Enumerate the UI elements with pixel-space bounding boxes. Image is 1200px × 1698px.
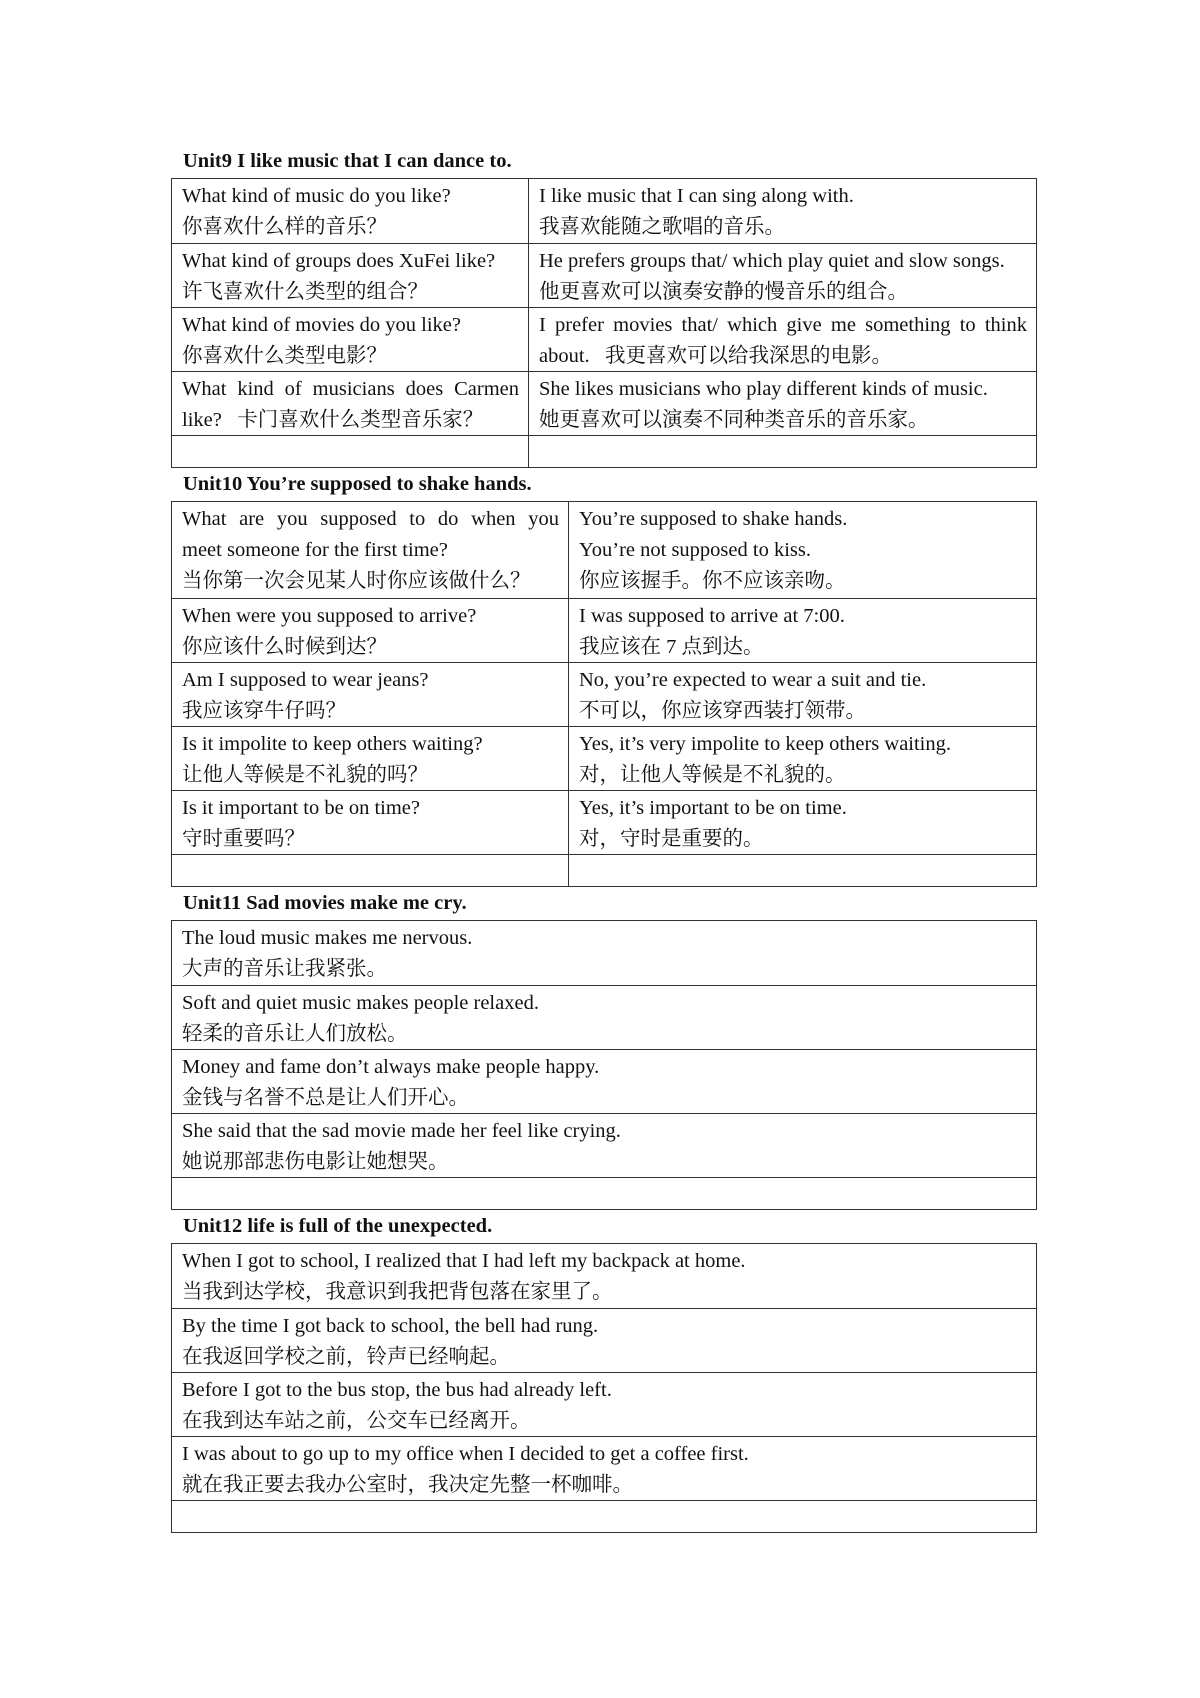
answer-cell bbox=[569, 791, 1036, 854]
document-content bbox=[171, 145, 1037, 1533]
empty-row bbox=[172, 1177, 1036, 1209]
question-cell bbox=[172, 502, 569, 598]
translation-line: 对，守时是重要的。 bbox=[579, 828, 764, 850]
sentence-line: The loud music makes me nervous. bbox=[182, 927, 473, 949]
table-row bbox=[172, 921, 1036, 985]
empty-cell bbox=[569, 855, 1036, 886]
unit-title: Unit9 I like music that I can dance to. bbox=[183, 150, 512, 172]
question-cell bbox=[172, 599, 569, 662]
table-row bbox=[172, 179, 1036, 243]
question-cell bbox=[172, 727, 569, 790]
sentence-line: No, you’re expected to wear a suit and tie. bbox=[579, 669, 927, 691]
table-row bbox=[172, 985, 1036, 1049]
sentence-line: I was supposed to arrive at 7:00. bbox=[579, 605, 845, 627]
answer-cell bbox=[569, 663, 1036, 726]
translation-line: 她更喜欢可以演奏不同种类音乐的音乐家。 bbox=[539, 409, 929, 431]
sentence-line: When I got to school, I realized that I had left my backpack at home. bbox=[182, 1250, 746, 1272]
sentence-line: What kind of musicians does Carmen bbox=[182, 378, 519, 400]
translation-line: 我应该在 7 点到达。 bbox=[579, 636, 764, 658]
empty-cell bbox=[172, 855, 569, 886]
sentence-cell bbox=[172, 986, 1036, 1049]
answer-cell bbox=[529, 244, 1036, 307]
sentence-line: I like music that I can sing along with. bbox=[539, 185, 854, 207]
translation-line: 不可以，你应该穿西装打领带。 bbox=[579, 700, 866, 722]
sentence-line: She said that the sad movie made her feel like crying. bbox=[182, 1120, 621, 1142]
table-row bbox=[172, 726, 1036, 790]
sentence-line: By the time I got back to school, the bell had rung. bbox=[182, 1315, 599, 1337]
sentence-cell bbox=[172, 921, 1036, 985]
question-cell bbox=[172, 791, 569, 854]
question-cell bbox=[172, 663, 569, 726]
sentence-cell bbox=[172, 1309, 1036, 1372]
empty-row bbox=[172, 854, 1036, 886]
sentence-cell bbox=[172, 1050, 1036, 1113]
question-cell bbox=[172, 372, 529, 435]
translation-line: 轻柔的音乐让人们放松。 bbox=[182, 1023, 408, 1045]
sentence-line: Soft and quiet music makes people relaxed. bbox=[182, 992, 539, 1014]
sentence-line: What kind of groups does XuFei like? bbox=[182, 250, 496, 272]
translation-line: 金钱与名誉不总是让人们开心。 bbox=[182, 1087, 469, 1109]
sentence-line: You’re not supposed to kiss. bbox=[579, 539, 811, 561]
question-cell bbox=[172, 308, 529, 371]
sentence-line: Yes, it’s important to be on time. bbox=[579, 797, 847, 819]
translation-line: 你喜欢什么样的音乐？ bbox=[182, 216, 387, 238]
sentence-line: meet someone for the first time? bbox=[182, 539, 448, 561]
translation-line: 你喜欢什么类型电影？ bbox=[182, 345, 387, 367]
empty-cell bbox=[172, 436, 529, 467]
translation-line: 许飞喜欢什么类型的组合？ bbox=[182, 281, 428, 303]
translation-line: 大声的音乐让我紧张。 bbox=[182, 958, 387, 980]
table-row bbox=[172, 307, 1036, 371]
table-row bbox=[172, 502, 1036, 598]
sentence-line: When were you supposed to arrive? bbox=[182, 605, 477, 627]
sentence-line: I prefer movies that/ which give me something to think bbox=[539, 314, 1027, 336]
translation-line: 在我返回学校之前，铃声已经响起。 bbox=[182, 1346, 510, 1368]
sentence-line: Yes, it’s very impolite to keep others waiting. bbox=[579, 733, 952, 755]
table-row bbox=[172, 1113, 1036, 1177]
table-row bbox=[172, 598, 1036, 662]
question-cell bbox=[172, 179, 529, 243]
table-row bbox=[172, 371, 1036, 435]
translation-line: 我应该穿牛仔吗？ bbox=[182, 700, 346, 722]
empty-row bbox=[172, 435, 1036, 467]
unit10-table bbox=[171, 501, 1037, 887]
table-row bbox=[172, 243, 1036, 307]
unit-title: Unit12 life is full of the unexpected. bbox=[183, 1215, 493, 1237]
translation-line: 你应该什么时候到达？ bbox=[182, 636, 387, 658]
sentence-line: Before I got to the bus stop, the bus had already left. bbox=[182, 1379, 612, 1401]
answer-cell bbox=[569, 727, 1036, 790]
sentence-line: What kind of movies do you like? bbox=[182, 314, 461, 336]
empty-row bbox=[172, 1500, 1036, 1532]
sentence-line: like? 卡门喜欢什么类型音乐家？ bbox=[182, 409, 484, 431]
sentence-line: Am I supposed to wear jeans? bbox=[182, 669, 429, 691]
table-row bbox=[172, 1244, 1036, 1308]
table-row bbox=[172, 662, 1036, 726]
unit9-table bbox=[171, 178, 1037, 468]
unit-title: Unit11 Sad movies make me cry. bbox=[183, 892, 467, 914]
table-row bbox=[172, 1049, 1036, 1113]
sentence-cell bbox=[172, 1114, 1036, 1177]
unit-title: Unit10 You’re supposed to shake hands. bbox=[183, 473, 532, 495]
translation-line: 让他人等候是不礼貌的吗？ bbox=[182, 764, 428, 786]
sentence-line: Is it impolite to keep others waiting? bbox=[182, 733, 483, 755]
sentence-line: He prefers groups that/ which play quiet and slow songs. bbox=[539, 250, 1005, 272]
empty-cell bbox=[172, 1178, 1036, 1209]
translation-line: 她说那部悲伤电影让她想哭。 bbox=[182, 1151, 449, 1173]
answer-cell bbox=[529, 308, 1036, 371]
question-cell bbox=[172, 244, 529, 307]
translation-line: 当你第一次会见某人时你应该做什么？ bbox=[182, 570, 531, 592]
unit11-table bbox=[171, 920, 1037, 1210]
sentence-cell bbox=[172, 1373, 1036, 1436]
translation-line: 他更喜欢可以演奏安静的慢音乐的组合。 bbox=[539, 281, 908, 303]
answer-cell bbox=[529, 372, 1036, 435]
answer-cell bbox=[569, 599, 1036, 662]
table-row bbox=[172, 790, 1036, 854]
translation-line: 对，让他人等候是不礼貌的。 bbox=[579, 764, 846, 786]
sentence-cell bbox=[172, 1244, 1036, 1308]
sentence-line: You’re supposed to shake hands. bbox=[579, 508, 848, 530]
answer-cell bbox=[569, 502, 1036, 598]
translation-line: 就在我正要去我办公室时，我决定先整一杯咖啡。 bbox=[182, 1474, 633, 1496]
sentence-line: Is it important to be on time? bbox=[182, 797, 420, 819]
translation-line: 守时重要吗？ bbox=[182, 828, 305, 850]
empty-cell bbox=[529, 436, 1036, 467]
sentence-line: What are you supposed to do when you bbox=[182, 508, 559, 530]
translation-line: 我喜欢能随之歌唱的音乐。 bbox=[539, 216, 785, 238]
translation-line: 你应该握手。你不应该亲吻。 bbox=[579, 570, 846, 592]
table-row bbox=[172, 1308, 1036, 1372]
translation-line: 在我到达车站之前，公交车已经离开。 bbox=[182, 1410, 531, 1432]
sentence-line: What kind of music do you like? bbox=[182, 185, 451, 207]
table-row bbox=[172, 1372, 1036, 1436]
sentence-line: She likes musicians who play different kinds of music. bbox=[539, 378, 988, 400]
answer-cell bbox=[529, 179, 1036, 243]
sentence-cell bbox=[172, 1437, 1036, 1500]
empty-cell bbox=[172, 1501, 1036, 1532]
translation-line: 当我到达学校，我意识到我把背包落在家里了。 bbox=[182, 1281, 613, 1303]
sentence-line: Money and fame don’t always make people happy. bbox=[182, 1056, 600, 1078]
sentence-line: about. 我更喜欢可以给我深思的电影。 bbox=[539, 345, 893, 367]
unit12-table bbox=[171, 1243, 1037, 1533]
sentence-line: I was about to go up to my office when I decided to get a coffee first. bbox=[182, 1443, 749, 1465]
table-row bbox=[172, 1436, 1036, 1500]
